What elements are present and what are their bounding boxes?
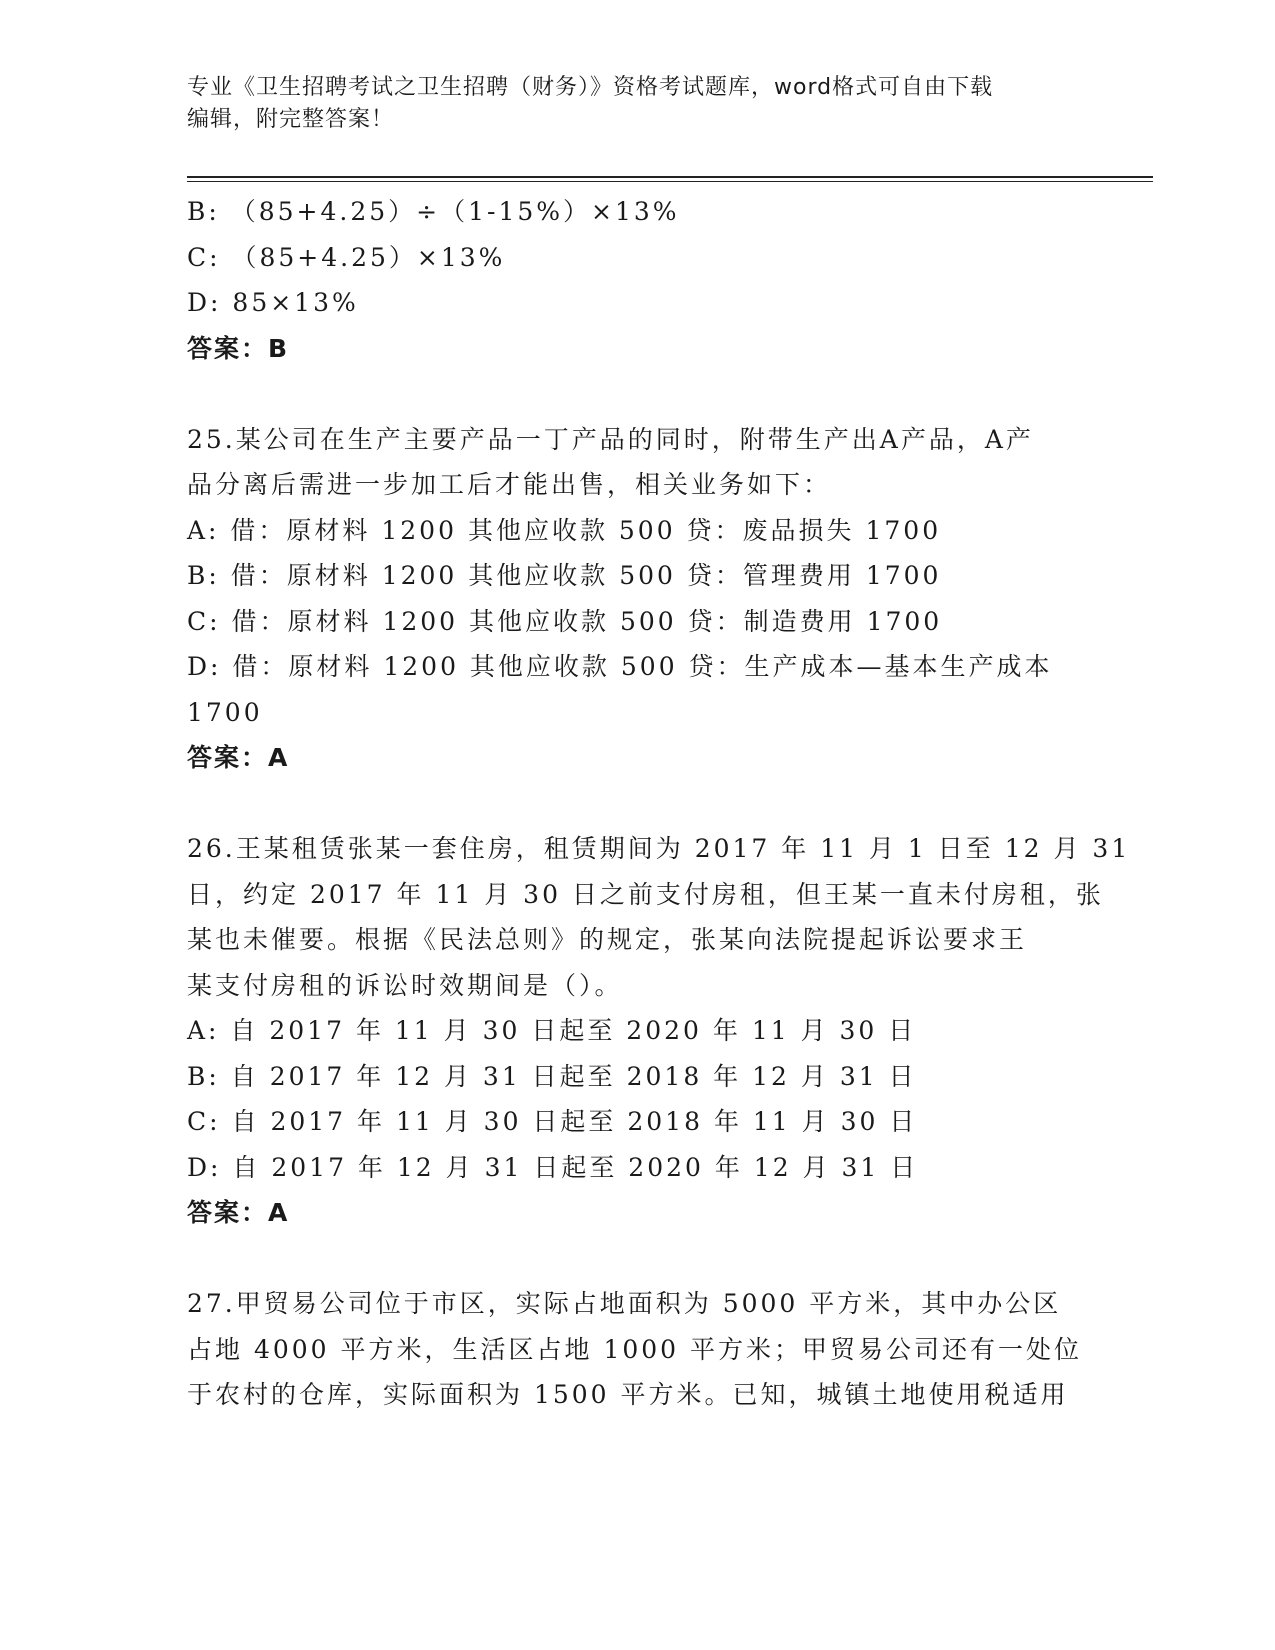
question-27	[187, 1281, 1087, 1418]
header-divider-thick	[187, 176, 1153, 178]
question-stem: 日，约定 2017 年 11 月 30 日之前支付房租，但王某一直未付房租，张	[187, 879, 1104, 909]
option-a: A: 借：原材料 1200 其他应收款 500 贷：废品损失 1700	[187, 515, 942, 545]
answer-line: 答案：B	[187, 333, 290, 363]
header-line-2: 编辑，附完整答案！	[187, 107, 395, 132]
header-line-1: 专业《卫生招聘考试之卫生招聘（财务）》资格考试题库，word格式可自由下载	[187, 75, 994, 100]
spacer	[187, 781, 1087, 827]
question-stem: 25.某公司在生产主要产品一丁产品的同时，附带生产出A产品，A产	[187, 424, 1034, 454]
option-d: D: 85×13%	[187, 288, 359, 317]
question-stem: 某支付房租的诉讼时效期间是（）。	[187, 970, 623, 1000]
document-body	[187, 189, 1131, 1418]
question-stem: 于农村的仓库，实际面积为 1500 平方米。已知，城镇土地使用税适用	[187, 1380, 1069, 1409]
option-b: B: 借：原材料 1200 其他应收款 500 贷：管理费用 1700	[187, 561, 942, 590]
document-header	[187, 72, 1087, 136]
spacer	[187, 1236, 1087, 1282]
question-stem: 占地 4000 平方米，生活区占地 1000 平方米；甲贸易公司还有一处位	[187, 1334, 1083, 1364]
option-c: C: （85+4.25）×13%	[187, 242, 506, 272]
question-stem: 某也未催要。根据《民法总则》的规定，张某向法院提起诉讼要求王	[187, 925, 1028, 954]
option-d: D: 自 2017 年 12 月 31 日起至 2020 年 12 月 31 日	[187, 1152, 919, 1182]
answer-line: 答案：A	[187, 1198, 290, 1227]
question-stem: 品分离后需进一步加工后才能出售，相关业务如下：	[187, 470, 832, 499]
option-a: A: 自 2017 年 11 月 30 日起至 2020 年 11 月 30 日	[187, 1016, 917, 1045]
question-stem: 27.甲贸易公司位于市区，实际占地面积为 5000 平方米，其中办公区	[187, 1289, 1062, 1318]
header-divider-thin	[187, 181, 1153, 182]
spacer	[187, 371, 1087, 417]
prev-question	[187, 189, 1087, 371]
option-b: B: （85+4.25）÷（1-15%）×13%	[187, 197, 680, 226]
question-26	[187, 826, 1131, 1236]
option-b: B: 自 2017 年 12 月 31 日起至 2018 年 12 月 31 日	[187, 1061, 917, 1091]
option-d-continued: 1700	[187, 697, 263, 727]
answer-line: 答案：A	[187, 743, 290, 772]
option-d: D: 借：原材料 1200 其他应收款 500 贷：生产成本—基本生产成本	[187, 652, 1053, 681]
option-c: C: 自 2017 年 11 月 30 日起至 2018 年 11 月 30 日	[187, 1107, 918, 1136]
question-stem: 26.王某租赁张某一套住房，租赁期间为 2017 年 11 月 1 日至 12 月 31	[187, 834, 1131, 863]
question-25	[187, 417, 1087, 781]
option-c: C: 借：原材料 1200 其他应收款 500 贷：制造费用 1700	[187, 606, 943, 636]
